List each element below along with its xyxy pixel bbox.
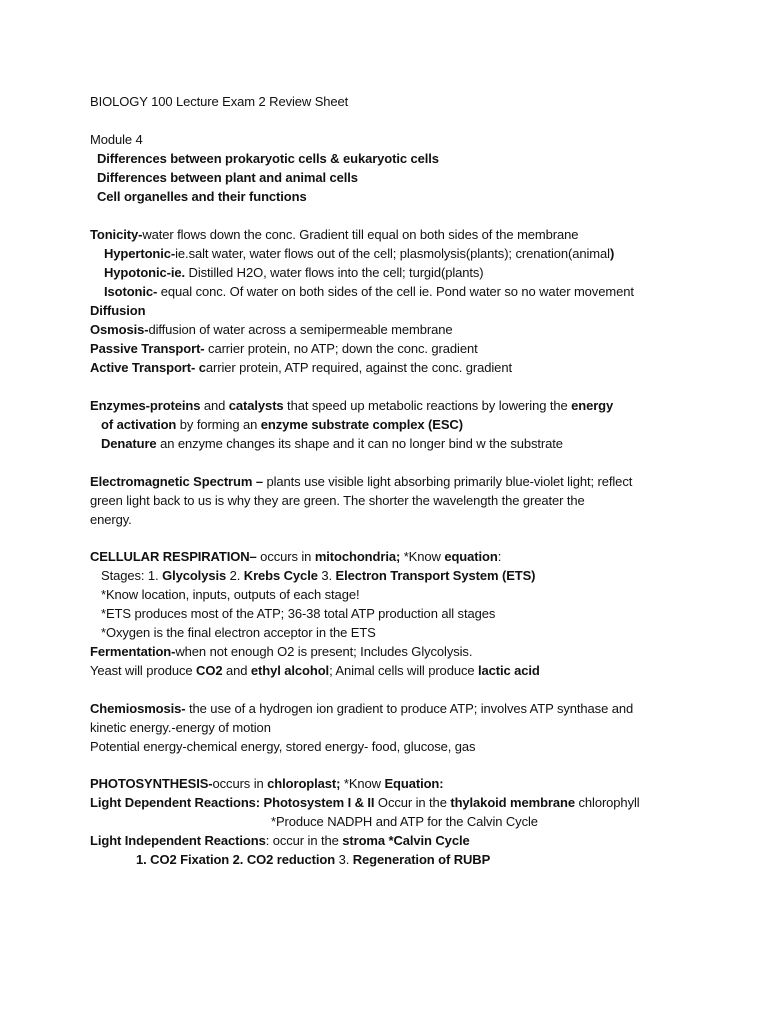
stage-glycolysis: Glycolysis	[162, 568, 227, 583]
note-3-text: *Oxygen is the final electron acceptor in the ETS	[101, 625, 376, 640]
step-2-num: 2.	[229, 852, 247, 867]
module-item-1-text: Differences between prokaryotic cells & eukaryotic cells	[97, 151, 439, 166]
active-term: Active Transport- c	[90, 360, 206, 375]
step-3-num: 3.	[335, 852, 353, 867]
fermentation-term: Fermentation-	[90, 644, 176, 659]
enzymes-term: Enzymes-proteins	[90, 398, 201, 413]
chemiosmosis-line-1	[90, 700, 633, 718]
stage-2-num: 2.	[226, 568, 244, 583]
mitochondria-term: mitochondria;	[314, 549, 401, 564]
chemiosmosis-def-1: the use of a hydrogen ion gradient to produce ATP; involves ATP synthase and	[185, 701, 634, 716]
fermentation-line	[90, 643, 472, 661]
photosynthesis-occurs: occurs in	[212, 776, 268, 791]
respiration-heading: CELLULAR RESPIRATION–	[90, 549, 257, 564]
regeneration-rubp: Regeneration of RUBP	[352, 852, 491, 867]
hypertonic-close: )	[609, 246, 615, 261]
stroma-term: stroma	[342, 833, 385, 848]
denature-def: an enzyme changes its shape and it can no longer bind w the substrate	[156, 436, 563, 451]
thylakoid-term: thylakoid membrane	[450, 795, 575, 810]
activation-line	[101, 416, 463, 434]
stage-ets: Electron Transport System (ETS)	[335, 568, 536, 583]
hypertonic-line	[104, 245, 614, 263]
spectrum-def-1: plants use visible light absorbing primarily blue-violet light; reflect	[266, 474, 633, 489]
photosynthesis-know: *Know	[340, 776, 385, 791]
photosynthesis-heading: PHOTOSYNTHESIS-	[90, 776, 213, 791]
spectrum-line-1	[90, 473, 632, 491]
fermentation-def: when not enough O2 is present; Includes Glycolysis.	[175, 644, 473, 659]
chemiosmosis-def-2: kinetic energy.-energy of motion	[90, 720, 271, 735]
photosynthesis-heading-line	[90, 775, 444, 793]
respiration-equation: equation	[444, 549, 498, 564]
diffusion-line	[90, 302, 145, 320]
and-text: and	[222, 663, 251, 678]
catalysts-term: catalysts	[228, 398, 284, 413]
co2-term: CO2	[196, 663, 223, 678]
chlorophyll-text: chlorophyll	[574, 795, 640, 810]
respiration-know: *Know	[400, 549, 445, 564]
light-dependent-line	[90, 794, 640, 812]
enzymes-def: that speed up metabolic reactions by lowering the	[283, 398, 572, 413]
chemiosmosis-def-3: Potential energy-chemical energy, stored energy- food, glucose, gas	[90, 739, 476, 754]
passive-transport-line	[90, 340, 478, 358]
document-title	[90, 93, 348, 111]
spectrum-def-3: energy.	[90, 512, 132, 527]
stages-line	[101, 567, 535, 585]
chemiosmosis-line-2	[90, 719, 271, 737]
module-item-1	[97, 150, 439, 168]
step-1-num: 1.	[136, 852, 151, 867]
module-item-3-text: Cell organelles and their functions	[97, 189, 307, 204]
module-item-2	[97, 169, 358, 187]
ldr-occur: Occur in the	[374, 795, 451, 810]
animal-text: ; Animal cells will produce	[329, 663, 478, 678]
light-dependent-term: Light Dependent Reactions: Photosystem I & II	[90, 795, 375, 810]
passive-def: carrier protein, no ATP; down the conc. gradient	[204, 341, 478, 356]
ethyl-alcohol-term: ethyl alcohol	[250, 663, 330, 678]
calvin-cycle-term: *Calvin Cycle	[385, 833, 470, 848]
denature-term: Denature	[101, 436, 157, 451]
co2-fixation: CO2 Fixation	[150, 852, 230, 867]
light-independent-term: Light Independent Reactions	[90, 833, 266, 848]
note-2-text: *ETS produces most of the ATP; 36-38 total ATP production all stages	[101, 606, 496, 621]
isotonic-def: equal conc. Of water on both sides of the cell ie. Pond water so no water movement	[157, 284, 634, 299]
spectrum-term: Electromagnetic Spectrum –	[90, 474, 267, 489]
stage-krebs: Krebs Cycle	[243, 568, 318, 583]
diffusion-term: Diffusion	[90, 303, 146, 318]
light-independent-line	[90, 832, 470, 850]
osmosis-line	[90, 321, 452, 339]
osmosis-def: diffusion of water across a semipermeable membrane	[148, 322, 453, 337]
enzymes-line	[90, 397, 613, 415]
spectrum-line-2	[90, 492, 585, 510]
module-item-2-text: Differences between plant and animal cells	[97, 170, 358, 185]
enzymes-and: and	[200, 398, 229, 413]
yeast-line	[90, 662, 540, 680]
note-1-text: *Know location, inputs, outputs of each stage!	[101, 587, 360, 602]
title-text: BIOLOGY 100 Lecture Exam 2 Review Sheet	[90, 94, 349, 109]
chemiosmosis-line-3	[90, 738, 475, 756]
photosynthesis-equation: Equation:	[384, 776, 444, 791]
energy-term: energy	[571, 398, 614, 413]
chemiosmosis-term: Chemiosmosis-	[90, 701, 186, 716]
module-heading-text: Module 4	[90, 132, 143, 147]
hypertonic-def: ie.salt water, water flows out of the cell; plasmolysis(plants); crenation(animal	[175, 246, 610, 261]
activation-term: of activation	[101, 417, 177, 432]
hypotonic-term: Hypotonic-ie.	[104, 265, 186, 280]
chloroplast-term: chloroplast;	[267, 776, 341, 791]
osmosis-term: Osmosis-	[90, 322, 149, 337]
stage-3-num: 3.	[317, 568, 336, 583]
stages-label: Stages: 1.	[101, 568, 163, 583]
hypotonic-def: Distilled H2O, water flows into the cell; turgid(plants)	[185, 265, 484, 280]
module-heading	[90, 131, 143, 149]
hypotonic-line	[104, 264, 484, 282]
tonicity-def: water flows down the conc. Gradient till equal on both sides of the membrane	[142, 227, 579, 242]
respiration-heading-line	[90, 548, 501, 566]
lactic-acid-term: lactic acid	[478, 663, 540, 678]
module-item-3	[97, 188, 307, 206]
denature-line	[101, 435, 563, 453]
hypertonic-term: Hypertonic-	[104, 246, 176, 261]
respiration-colon: :	[497, 549, 502, 564]
spectrum-line-3	[90, 511, 132, 529]
produce-text: *Produce NADPH and ATP for the Calvin Cycle	[271, 814, 538, 829]
tonicity-line	[90, 226, 578, 244]
lir-occur: : occur in the	[265, 833, 343, 848]
respiration-note-2	[101, 605, 495, 623]
tonicity-term: Tonicity-	[90, 227, 143, 242]
co2-reduction: CO2 reduction	[246, 852, 336, 867]
produce-line	[271, 813, 538, 831]
isotonic-line	[104, 283, 634, 301]
isotonic-term: Isotonic-	[104, 284, 158, 299]
spectrum-def-2: green light back to us is why they are green. The shorter the wavelength the greater the	[90, 493, 585, 508]
respiration-note-3	[101, 624, 376, 642]
forming-text: by forming an	[176, 417, 261, 432]
passive-term: Passive Transport-	[90, 341, 205, 356]
respiration-occurs: occurs in	[256, 549, 315, 564]
active-transport-line	[90, 359, 512, 377]
respiration-note-1	[101, 586, 359, 604]
active-def: arrier protein, ATP required, against the conc. gradient	[205, 360, 512, 375]
yeast-text: Yeast will produce	[90, 663, 197, 678]
esc-term: enzyme substrate complex (ESC)	[260, 417, 463, 432]
calvin-steps-line	[136, 851, 490, 869]
